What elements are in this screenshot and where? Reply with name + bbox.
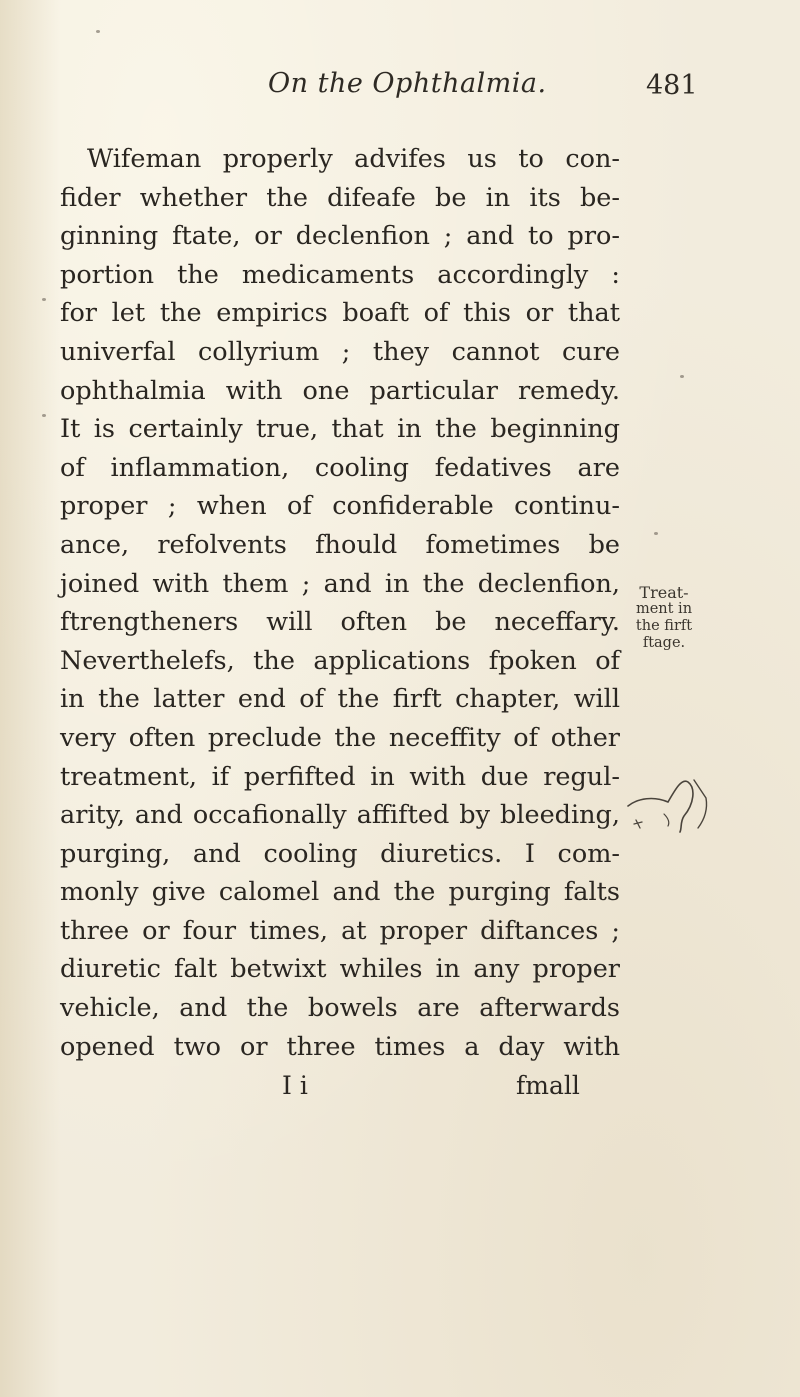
text-line: of inflammation, cooling fedatives are xyxy=(60,452,620,483)
ink-speck xyxy=(680,375,684,378)
text-line: opened two or three times a day with xyxy=(60,1031,620,1062)
margin-scribble-icon xyxy=(624,758,714,838)
text-line: proper ; when of confiderable continu- xyxy=(60,491,620,522)
text-line: univerfal collyrium ; they cannot cure xyxy=(60,336,620,367)
margin-note-line: ment in xyxy=(635,601,693,617)
running-title: On the Ophthalmia. xyxy=(268,68,547,99)
text-line: joined with them ; and in the declenfion, xyxy=(60,568,620,599)
page-number: 481 xyxy=(646,70,698,101)
text-line: portion the medicaments accordingly : xyxy=(60,259,620,290)
body-text xyxy=(60,140,620,1106)
text-line: arity, and occafionally affifted by bleeding, xyxy=(60,800,620,831)
text-line: ance, refolvents fhould fometimes be xyxy=(60,529,620,560)
page-gutter-shadow xyxy=(0,0,60,1397)
text-line: ophthalmia with one particular remedy. xyxy=(60,375,620,406)
text-line: ftrengtheners will often be neceffary. xyxy=(60,607,620,638)
page-header xyxy=(0,68,800,112)
ink-speck xyxy=(42,298,46,301)
text-line: very often preclude the neceffity of other xyxy=(60,722,620,753)
ink-speck xyxy=(42,414,46,417)
margin-note-line: Treat- xyxy=(639,583,689,602)
text-line: treatment, if perfifted in with due regul- xyxy=(60,761,620,792)
page-footer xyxy=(60,1066,620,1106)
text-line: three or four times, at proper diftances ; xyxy=(60,915,620,946)
text-line: diuretic falt betwixt whiles in any proper xyxy=(60,954,620,985)
text-line: purging, and cooling diuretics. I com- xyxy=(60,838,620,869)
text-line: monly give calomel and the purging falts xyxy=(60,877,620,908)
signature-mark: I i xyxy=(282,1071,308,1101)
text-line: fider whether the difeafe be in its be- xyxy=(60,182,620,213)
ink-speck xyxy=(654,532,658,535)
text-line: Neverthelefs, the applications fpoken of xyxy=(60,645,620,676)
catchword: fmall xyxy=(516,1071,580,1101)
margin-note-line: ftage. xyxy=(642,635,686,651)
margin-note xyxy=(628,584,700,652)
margin-note-line: the firft xyxy=(635,618,693,634)
text-line: vehicle, and the bowels are afterwards xyxy=(60,993,620,1024)
text-line: Wifeman properly advifes us to con- xyxy=(87,144,620,174)
text-line: in the latter end of the firft chapter, will xyxy=(60,684,620,715)
text-line: for let the empirics boaft of this or that xyxy=(60,298,620,329)
ink-speck xyxy=(96,30,100,33)
text-line: ginning ftate, or declenfion ; and to pro- xyxy=(60,221,620,252)
text-line: It is certainly true, that in the beginning xyxy=(60,414,620,445)
